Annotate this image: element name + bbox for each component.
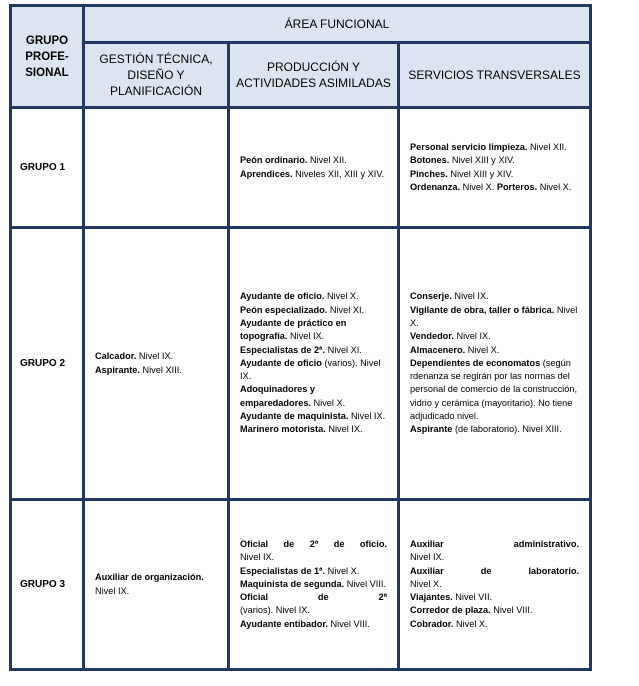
job-title: Ordenanza. [410,181,461,192]
header-area-funcional: ÁREA FUNCIONAL [84,6,591,43]
job-level: Nivel X. [537,181,572,192]
job-level: Nivel XI. [327,304,365,315]
job-entry [240,423,387,436]
job-entry [240,154,387,167]
job-title: Cobrador. [410,618,454,629]
job-entry [410,344,579,357]
header-produccion [229,43,399,108]
job-title: Oficial de 2ª [240,592,387,603]
job-level: Niveles XII, XIII y XIV. [292,168,385,179]
job-entry [240,290,387,303]
job-level: Nivel IX. [136,351,174,362]
header-grupo-line1: GRUPO [25,34,69,47]
header-col1-line1: GESTIÓN TÉCNICA, [99,52,213,66]
job-title: Porteros. [496,181,538,192]
job-level: Nivel X. [453,618,488,629]
job-entry [410,357,579,423]
job-title: Peón ordinario. [240,155,308,166]
servicios-cell [399,228,591,500]
job-title: Peón especializado. [240,304,328,315]
header-col2-line1: PRODUCCIÓN Y [266,60,361,74]
produccion-cell [229,108,399,228]
job-entry [95,364,217,377]
job-title: Dependientes de economatos [410,357,541,368]
job-entry [410,290,579,303]
job-level: Nivel X. [310,397,346,408]
job-level: (varios). Nivel IX. [240,605,310,616]
header-col1-line2: DISEÑO Y [127,68,185,82]
job-entry [410,304,579,331]
job-title: Aprendices. [240,168,293,179]
job-level: Nivel XIII y XIV. [447,168,514,179]
job-level: Nivel VII. [452,592,493,603]
header-col1-line3: PLANIFICACIÓN [109,84,202,98]
job-title: Corredor de plaza. [410,605,491,616]
job-entry-justified [410,538,579,551]
row-grupo-1 [11,108,591,228]
job-level: Nivel VIII. [327,618,370,629]
job-title: Vendedor. [410,331,454,342]
job-level: Nivel VIII. [344,578,387,589]
job-level: Nivel X. [325,565,360,576]
gestion-cell [84,500,229,670]
job-level: Nivel IX. [240,552,275,563]
job-title: Ayudante entibador. [240,618,328,629]
job-title: Oficial de 2ª de oficio. [240,538,387,549]
servicios-cell [399,500,591,670]
job-level: Nivel X. [465,344,500,355]
produccion-cell [229,228,399,500]
produccion-cell [229,500,399,670]
job-level: Nivel X. [410,578,442,589]
job-title: Adoquinadores y emparedadores. [240,384,316,408]
job-level: Nivel IX. [451,291,489,302]
job-title: Viajantes. [410,592,453,603]
servicios-cell [399,108,591,228]
job-title: Especialistas de 2ª. [240,344,326,355]
job-entry-justified [240,538,387,551]
job-level: Nivel IX. [410,552,445,563]
job-entry [240,304,387,317]
job-title: Ayudante de maquinista. [240,411,349,422]
job-entry [240,383,387,410]
job-title: Especialistas de 1ª. [240,565,326,576]
job-title: Auxiliar de organización. [95,572,204,583]
job-level: Nivel VIII. [490,605,533,616]
job-level: Nivel XII. [307,155,347,166]
job-entry [95,350,217,363]
job-level: (varios). Nivel IX. [240,357,381,382]
job-level: Nivel X. [410,304,578,328]
job-level: Nivel X. [460,181,497,192]
job-entry [240,344,387,357]
job-entry [240,618,387,631]
job-entry [240,168,387,181]
job-entry [240,410,387,423]
job-entry [410,330,579,343]
job-title: Auxiliar administrativo. [410,538,580,549]
job-level: Nivel IX. [348,411,386,422]
job-entry-justified [240,591,387,604]
job-entry-justified [410,565,579,578]
row-grupo-2 [11,228,591,500]
job-entry [410,591,579,604]
job-title: Auxiliar de laboratorio. [410,565,580,576]
row-grupo-3 [11,500,591,670]
job-title: Marinero motorista. [240,424,326,435]
job-title: Pinches. [410,168,448,179]
job-entry [95,571,217,598]
job-entry [410,141,579,154]
header-grupo-profesional [11,6,84,108]
job-entry [410,423,579,436]
job-title: Personal servicio limpieza. [410,141,528,152]
job-entry [410,618,579,631]
gestion-cell [84,108,229,228]
row-label: GRUPO 2 [11,228,84,500]
job-level: Nivel XIII y XIV. [449,155,515,166]
job-level: Nivel X. [324,291,359,302]
job-level: Nivel IX. [287,331,325,342]
job-entry [240,317,387,344]
header-servicios-transversales: SERVICIOS TRANSVERSALES [399,43,591,108]
job-level: Nivel IX. [95,585,130,596]
row-label: GRUPO 3 [11,500,84,670]
job-level: (según rdenanza se regirán por las normas del personal de comercio de la construcción, vidrio y cerámica (mayoritario). No tiene adjudicado nivel. [410,357,577,422]
job-title: Ayudante de oficio [240,357,322,368]
header-grupo-line2: PROFE- [25,50,69,63]
job-entry [240,565,387,578]
job-title: Aspirante. [95,364,140,375]
job-title: Vigilante de obra, taller o fábrica. [410,304,555,315]
job-level: Nivel IX. [325,424,363,435]
job-level: Nivel IX. [453,331,491,342]
job-title: Botones. [410,155,450,166]
job-title: Ayudante de práctico en topografía. [240,317,347,342]
job-entry [410,168,579,181]
header-col2-line2: ACTIVIDADES ASIMILADAS [236,76,391,90]
header-gestion-tecnica [84,43,229,108]
job-entry [240,357,387,384]
header-grupo-line3: SIONAL [25,66,69,79]
gestion-cell [84,228,229,500]
job-title: Aspirante [410,424,453,435]
job-entry [410,604,579,617]
job-entry [240,578,387,591]
job-entry [410,154,579,167]
job-title: Maquinista de segunda. [240,578,345,589]
professional-groups-table [9,4,592,671]
job-level: (de laboratorio). Nivel XIII. [452,424,562,435]
job-level: Nivel XII. [527,141,567,152]
job-level: Nivel XIII. [139,364,182,375]
job-title: Almacenero. [410,344,466,355]
job-level: Nivel XI. [325,344,362,355]
job-title: Calcador. [95,351,137,362]
job-entry [410,181,579,194]
job-title: Conserje. [410,291,452,302]
row-label: GRUPO 1 [11,108,84,228]
job-title: Ayudante de oficio. [240,291,325,302]
